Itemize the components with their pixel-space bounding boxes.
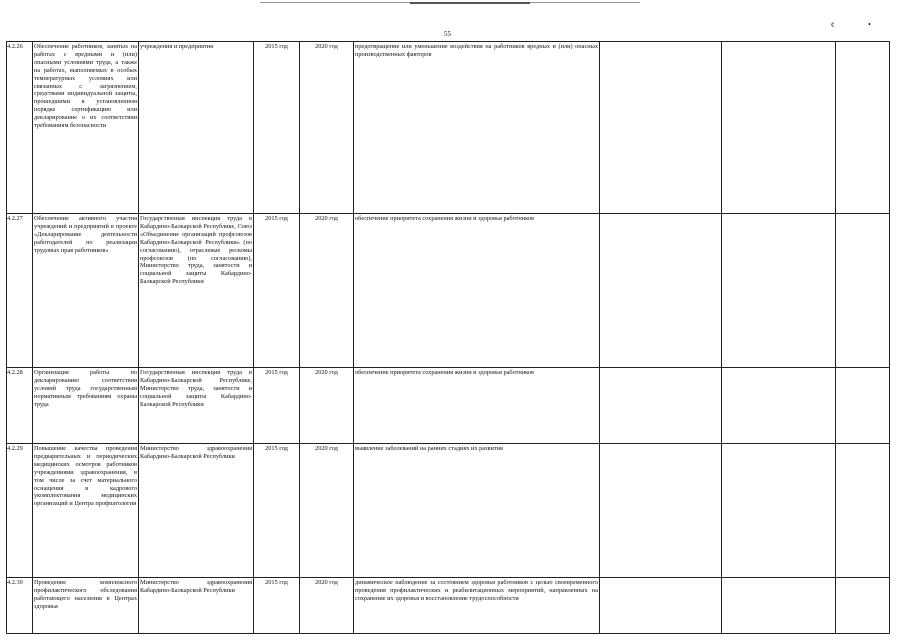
table-row: [7, 578, 890, 634]
empty-cell: [600, 578, 722, 634]
measure-name: Повышение качества проведения предварительных и периодических медицинских осмотров работников учреждениями здравоохранения, в том числе за счет материального оснащения и кадрового укомплектования медицинских организаций и Центра профпатологии: [33, 444, 139, 578]
empty-cell: [836, 42, 890, 214]
empty-cell: [600, 214, 722, 368]
expected-result: динамическое наблюдение за состоянием здоровья работников с целью своевременного проведения профилактических и реабилитационных мероприятий, направленных на сохранение их здоровья и восстановление трудоспособности: [354, 578, 600, 634]
row-number: 4.2.30: [7, 578, 33, 634]
executor: Министерство здравоохранения Кабардино-Балкарской Республики: [139, 444, 254, 578]
executor: Министерство здравоохранения Кабардино-Балкарской Республики: [139, 578, 254, 634]
corner-mark-right: •: [868, 20, 871, 29]
executor: Государственная инспекция труда в Кабардино-Балкарской Республике, Союз «Объединение организаций профсоюзов Кабардино-Балкарской Республики» (по согласованию), отраслевые рескомы профсоюзов (по согласованию), Министерство труда, занятости и социальной защиты Кабардино-Балкарской Республики: [139, 214, 254, 368]
start-year: 2015 год: [254, 42, 300, 214]
empty-cell: [722, 444, 836, 578]
top-scan-line-dark: [410, 2, 530, 4]
empty-cell: [722, 42, 836, 214]
start-year: 2015 год: [254, 578, 300, 634]
empty-cell: [836, 444, 890, 578]
table-row: [7, 444, 890, 578]
empty-cell: [836, 368, 890, 444]
page-number: 55: [444, 30, 451, 38]
measure-name: Организация работы по декларированию соответствия условий труда государственным нормативным требованиям охраны труда: [33, 368, 139, 444]
row-number: 4.2.26: [7, 42, 33, 214]
start-year: 2015 год: [254, 214, 300, 368]
empty-cell: [600, 444, 722, 578]
row-number: 4.2.27: [7, 214, 33, 368]
row-number: 4.2.28: [7, 368, 33, 444]
measure-name: Обеспечение активного участия учреждений и предприятий в проекте «Декларирование деятельности работодателей по реализации трудовых прав работников»: [33, 214, 139, 368]
end-year: 2020 год: [300, 578, 354, 634]
expected-result: обеспечение приоритета сохранения жизни и здоровья работников: [354, 214, 600, 368]
start-year: 2015 год: [254, 444, 300, 578]
empty-cell: [836, 578, 890, 634]
expected-result: предотвращение или уменьшение воздействия на работников вредных и (или) опасных производственных факторов: [354, 42, 600, 214]
corner-mark-left: ¢: [831, 21, 835, 29]
table-row: [7, 368, 890, 444]
end-year: 2020 год: [300, 42, 354, 214]
start-year: 2015 год: [254, 368, 300, 444]
executor: Государственная инспекция труда в Кабардино-Балкарской Республике, Министерство труда, занятости и социальной защиты Кабардино-Балкарской Республики: [139, 368, 254, 444]
empty-cell: [600, 42, 722, 214]
expected-result: обеспечение приоритета сохранения жизни и здоровья работников: [354, 368, 600, 444]
row-number: 4.2.29: [7, 444, 33, 578]
end-year: 2020 год: [300, 214, 354, 368]
executor: учреждения и предприятия: [139, 42, 254, 214]
table-row: [7, 42, 890, 214]
measures-table: [6, 41, 890, 634]
end-year: 2020 год: [300, 444, 354, 578]
measure-name: Обеспечение работников, занятых на работах с вредными и (или) опасными условиями труда, а также на работах, выполняемых в особых температурных условиях или связанных с загрязнением, средствами индивидуальной защиты, прошедшими в установленном порядке сертификацию или декларирование о их соответствии требованиям безопасности: [33, 42, 139, 214]
empty-cell: [722, 214, 836, 368]
expected-result: выявление заболеваний на ранних стадиях их развития: [354, 444, 600, 578]
empty-cell: [836, 214, 890, 368]
end-year: 2020 год: [300, 368, 354, 444]
table-row: [7, 214, 890, 368]
empty-cell: [722, 368, 836, 444]
measure-name: Проведение комплексного профилактического обследования работающего населения в Центрах здоровья: [33, 578, 139, 634]
empty-cell: [600, 368, 722, 444]
empty-cell: [722, 578, 836, 634]
